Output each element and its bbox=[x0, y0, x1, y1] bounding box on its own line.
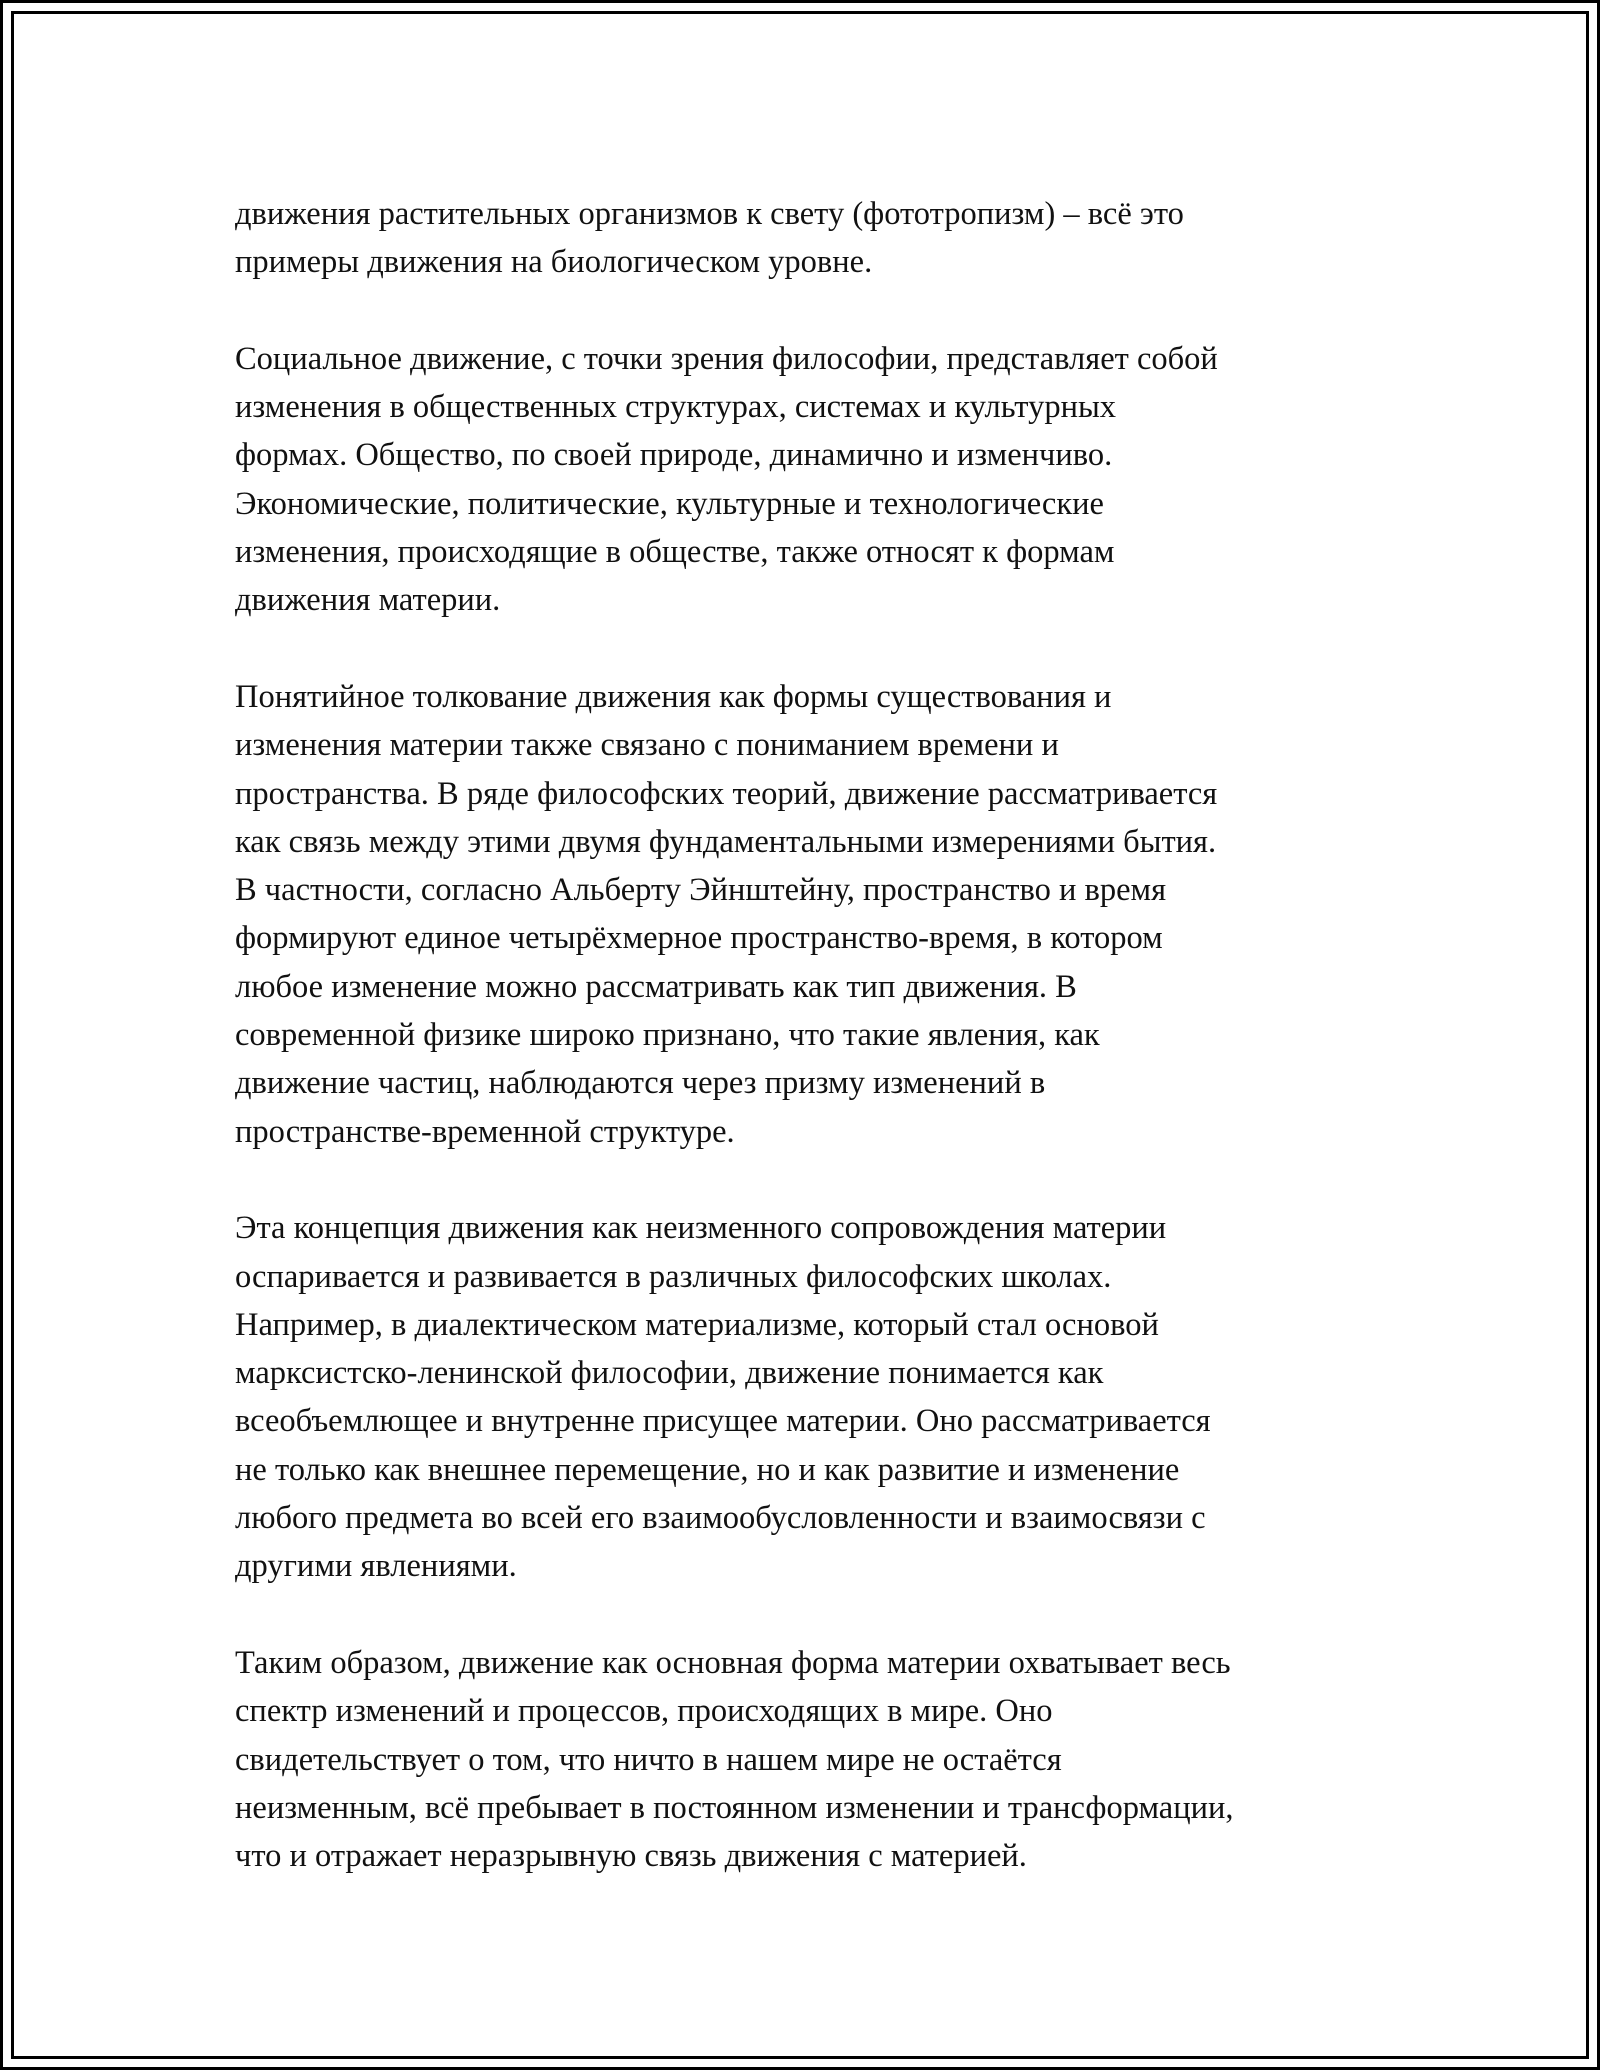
text-line: пространстве-временной структуре. bbox=[235, 1113, 735, 1150]
paragraph-5 bbox=[235, 1639, 1380, 1880]
text-line: как связь между этими двумя фундаментальными измерениями бытия. bbox=[235, 823, 1217, 860]
text-line: свидетельствует о том, что ничто в нашем мире не остаётся bbox=[235, 1741, 1062, 1778]
text-line: любого предмета во всей его взаимообусловленности и взаимосвязи с bbox=[235, 1500, 1206, 1537]
text-line: изменения в общественных структурах, системах и культурных bbox=[235, 389, 1117, 426]
text-line: Социальное движение, с точки зрения философии, представляет собой bbox=[235, 340, 1218, 377]
text-line: Таким образом, движение как основная форма материи охватывает весь bbox=[235, 1644, 1231, 1681]
text-line: всеобъемлющее и внутренне присущее материи. Оно рассматривается bbox=[235, 1403, 1211, 1440]
text-line: В частности, согласно Альберту Эйнштейну, пространство и время bbox=[235, 872, 1167, 909]
text-line: что и отражает неразрывную связь движения с материей. bbox=[235, 1838, 1027, 1875]
text-line: пространства. В ряде философских теорий, движение рассматривается bbox=[235, 775, 1218, 812]
text-line: спектр изменений и процессов, происходящих в мире. Оно bbox=[235, 1693, 1053, 1730]
text-line: современной физике широко признано, что такие явления, как bbox=[235, 1017, 1100, 1054]
text-line: формах. Общество, по своей природе, динамично и изменчиво. bbox=[235, 437, 1113, 474]
paragraph-2 bbox=[235, 335, 1380, 625]
text-line: движение частиц, наблюдаются через призму изменений в bbox=[235, 1065, 1046, 1102]
text-line: изменения материи также связано с пониманием времени и bbox=[235, 727, 1059, 764]
document-body bbox=[235, 190, 1380, 1929]
text-line: примеры движения на биологическом уровне. bbox=[235, 244, 873, 281]
text-line: Экономические, политические, культурные и технологические bbox=[235, 485, 1104, 522]
paragraph-3 bbox=[235, 673, 1380, 1156]
text-line: Например, в диалектическом материализме, который стал основой bbox=[235, 1306, 1159, 1343]
paragraph-4 bbox=[235, 1204, 1380, 1590]
text-line: не только как внешнее перемещение, но и как развитие и изменение bbox=[235, 1451, 1180, 1488]
text-line: движения растительных организмов к свету (фототропизм) – всё это bbox=[235, 196, 1184, 232]
text-line: Эта концепция движения как неизменного сопровождения материи bbox=[235, 1210, 1167, 1247]
text-line: движения материи. bbox=[235, 582, 501, 619]
text-line: любое изменение можно рассматривать как тип движения. В bbox=[235, 968, 1077, 1005]
text-line: изменения, происходящие в обществе, также относят к формам bbox=[235, 534, 1115, 571]
text-line: неизменным, всё пребывает в постоянном изменении и трансформации, bbox=[235, 1789, 1234, 1826]
text-line: Понятийное толкование движения как формы существования и bbox=[235, 678, 1112, 715]
text-line: оспаривается и развивается в различных философских школах. bbox=[235, 1258, 1112, 1295]
text-line: марксистско-ленинской философии, движение понимается как bbox=[235, 1355, 1104, 1392]
text-line: другими явлениями. bbox=[235, 1548, 517, 1585]
text-line: формируют единое четырёхмерное пространство-время, в котором bbox=[235, 920, 1163, 957]
paragraph-1 bbox=[235, 190, 1380, 287]
